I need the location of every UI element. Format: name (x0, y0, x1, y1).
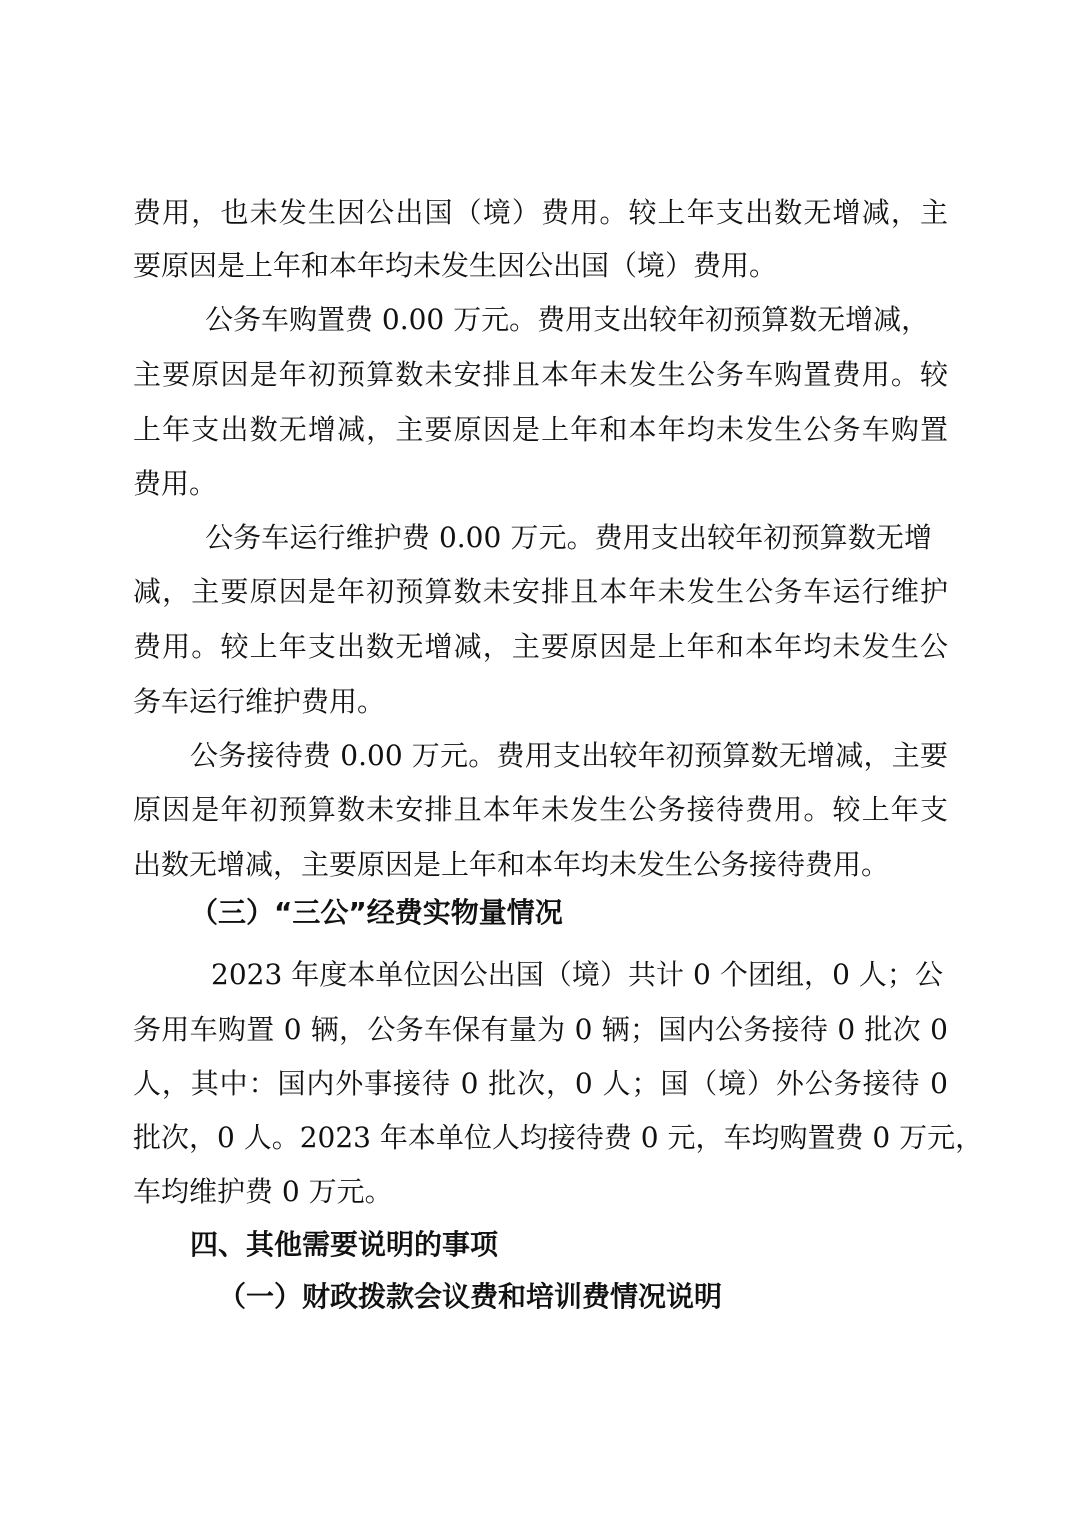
paragraph-line: 公务接待费 0.00 万元。费用支出较年初预算数无增减，主要 (190, 739, 948, 772)
paragraph-line: 原因是年初预算数未安排且本年未发生公务接待费用。较上年支 (133, 793, 948, 826)
paragraph-line: 人，其中：国内外事接待 0 批次，0 人；国（境）外公务接待 0 (133, 1067, 948, 1100)
paragraph-line: 主要原因是年初预算数未安排且本年未发生公务车购置费用。较 (133, 358, 948, 391)
paragraph-line: 批次，0 人。2023 年本单位人均接待费 0 元，车均购置费 0 万元， (133, 1121, 984, 1154)
paragraph-line: 公务车运行维护费 0.00 万元。费用支出较年初预算数无增 (205, 521, 932, 554)
paragraph-line: 2023 年度本单位因公出国（境）共计 0 个团组，0 人；公 (211, 958, 943, 991)
paragraph-line: 费用，也未发生因公出国（境）费用。较上年支出数无增减，主 (133, 196, 948, 229)
section-heading-sanggong: （三）“三公”经费实物量情况 (190, 896, 563, 929)
paragraph-line: 出数无增减，主要原因是上年和本年均未发生公务接待费用。 (133, 848, 890, 881)
section-heading-other-matters: 四、其他需要说明的事项 (190, 1228, 499, 1261)
paragraph-line: 要原因是上年和本年均未发生因公出国（境）费用。 (133, 249, 778, 282)
paragraph-line: 务用车购置 0 辆，公务车保有量为 0 辆；国内公务接待 0 批次 0 (133, 1013, 948, 1046)
paragraph-line: 车均维护费 0 万元。 (133, 1175, 393, 1208)
paragraph-line: 上年支出数无增减，主要原因是上年和本年均未发生公务车购置 (133, 413, 948, 446)
paragraph-line: 减，主要原因是年初预算数未安排且本年未发生公务车运行维护 (133, 575, 948, 608)
paragraph-line: 公务车购置费 0.00 万元。费用支出较年初预算数无增减， (205, 303, 930, 336)
subsection-heading-meeting-training: （一）财政拨款会议费和培训费情况说明 (218, 1280, 723, 1313)
paragraph-line: 务车运行维护费用。 (133, 685, 386, 718)
paragraph-line: 费用。较上年支出数无增减，主要原因是上年和本年均未发生公 (133, 630, 948, 663)
paragraph-line: 费用。 (133, 467, 218, 500)
